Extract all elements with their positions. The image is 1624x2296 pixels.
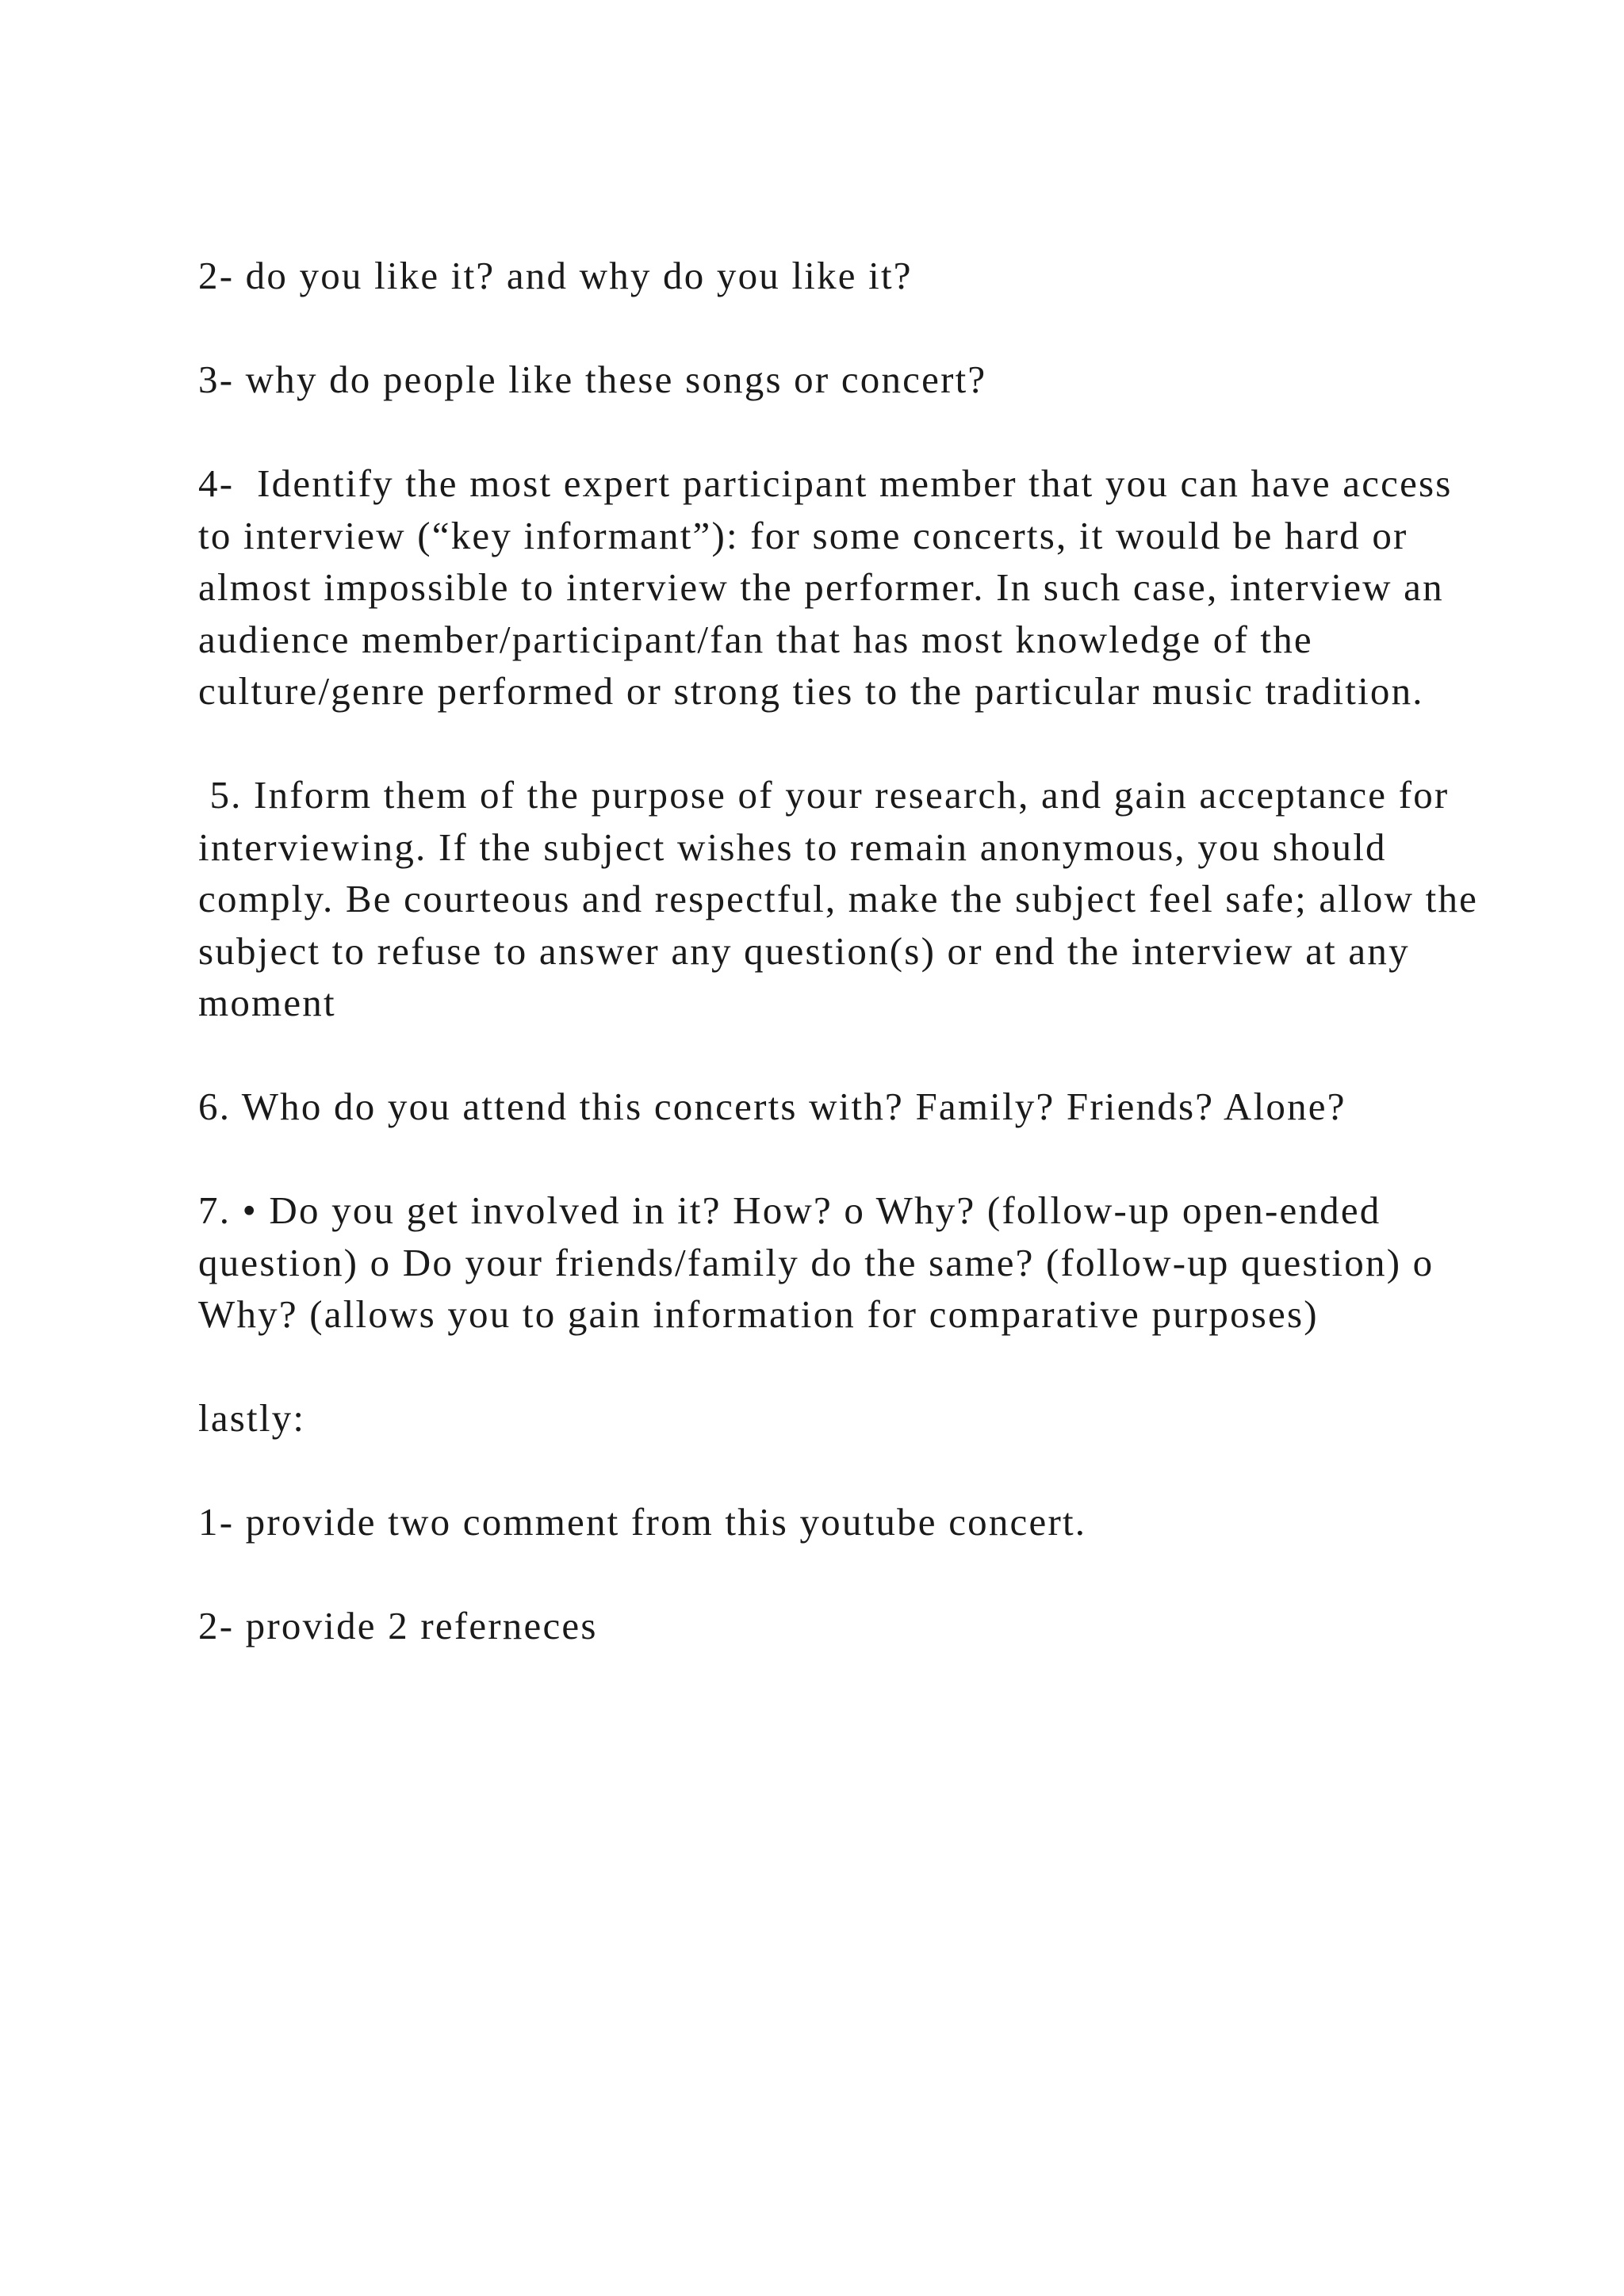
task-2: 2- provide 2 referneces	[198, 1604, 598, 1647]
question-2: 2- do you like it? and why do you like it?	[198, 254, 913, 297]
lastly-heading: lastly:	[198, 1396, 306, 1440]
question-6: 6. Who do you attend this concerts with? Family? Friends? Alone?	[198, 1085, 1346, 1128]
instruction-5: 5. Inform them of the purpose of your research, and gain acceptance for interviewing. If the subject wishes to remain anonymous, you should comply. Be courteous and respectful, make the subject feel safe; allow the subject to refuse to answer any question(s) or end the interview at any moment	[198, 773, 1490, 1024]
document-body	[198, 250, 1490, 1652]
question-4: 4- Identify the most expert participant member that you can have access to interview (“key informant”): for some concerts, it would be hard or almost impossible to interview the performer. In such case, interview an audience member/participant/fan that has most knowledge of the culture/genre performed or strong ties to the particular music tradition.	[198, 461, 1465, 713]
question-7: 7. • Do you get involved in it? How? o Why? (follow-up open-ended question) o Do your friends/family do the same? (follow-up question) o Why? (allows you to gain information for comparative purposes)	[198, 1188, 1445, 1336]
task-1: 1- provide two comment from this youtube concert.	[198, 1500, 1087, 1544]
question-3: 3- why do people like these songs or concert?	[198, 358, 987, 401]
